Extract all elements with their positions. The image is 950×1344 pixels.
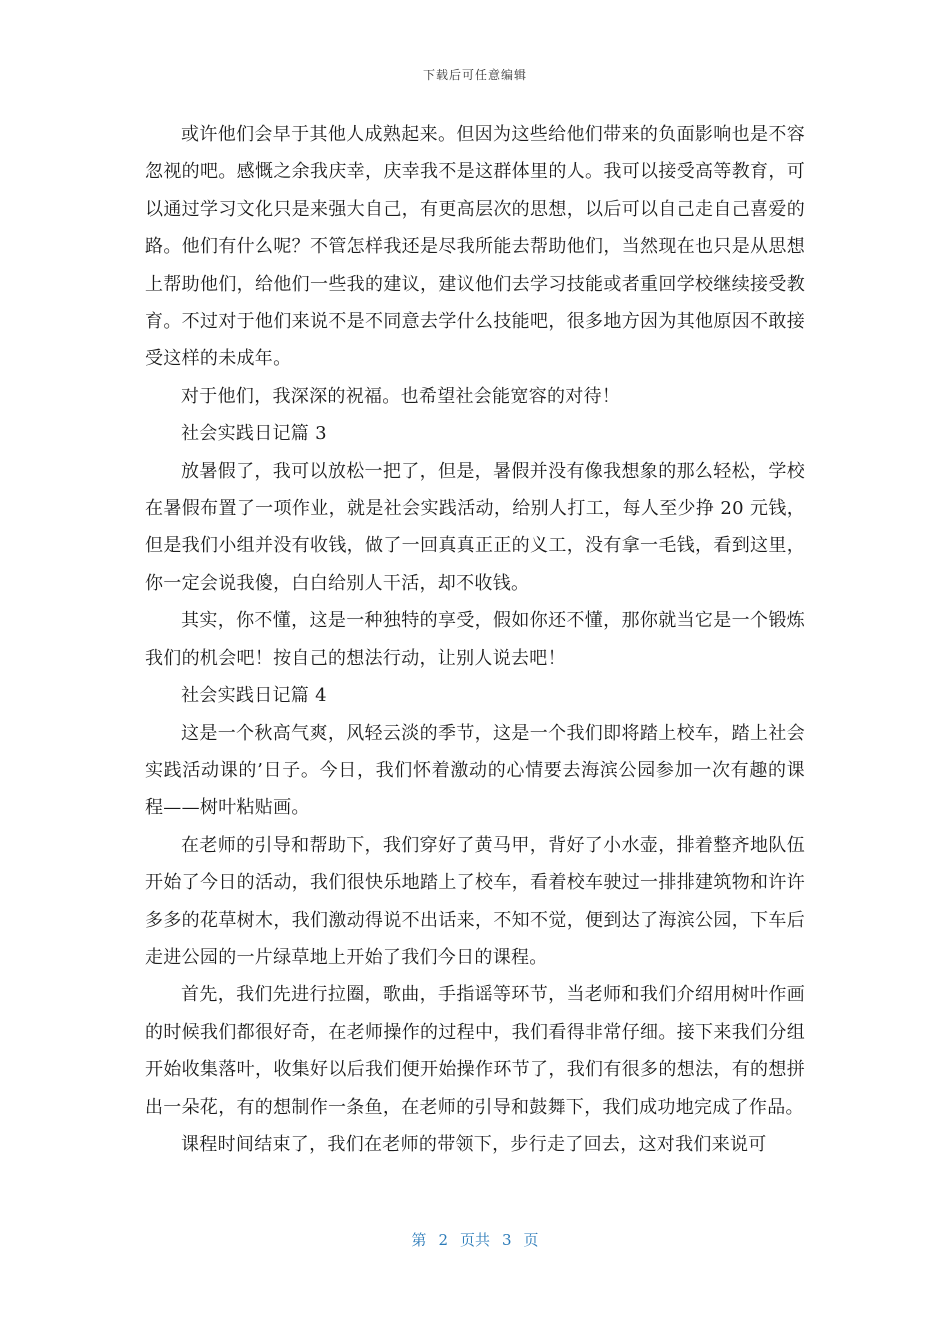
download-note: 下载后可任意编辑 [422,68,527,82]
page-footer [0,1229,950,1250]
paragraph: 首先，我们先进行拉圈，歌曲，手指谣等环节，当老师和我们介绍用树叶作画的时候我们都很好奇，在老师操作的过程中，我们看得非常仔细。接下来我们分组开始收集落叶，收集好以后我们便开始操作环节了，我们有很多的想法，有的想拼出一朵花，有的想制作一条鱼，在老师的引导和鼓舞下，我们成功地完成了作品。 [145,984,805,1118]
section-heading: 社会实践日记篇 3 [181,423,327,445]
footer-middle: 页共 [459,1231,490,1249]
section-heading: 社会实践日记篇 4 [181,685,327,707]
paragraph: 在老师的引导和帮助下，我们穿好了黄马甲，背好了小水壶，排着整齐地队伍开始了今日的活动，我们很快乐地踏上了校车，看着校车驶过一排排建筑物和许许多多的花草树木，我们激动得说不出话来，不知不觉，便到达了海滨公园，下车后走进公园的一片绿草地上开始了我们今日的课程。 [145,834,805,968]
paragraph: 放暑假了，我可以放松一把了，但是，暑假并没有像我想象的那么轻松，学校在暑假布置了一项作业，就是社会实践活动，给别人打工，每人至少挣 20 元钱，但是我们小组并没有收钱，做了一回真真正正的义工，没有拿一毛钱，看到这里，你一定会说我傻，白白给别人干活，却不收钱。 [145,460,805,594]
footer-prefix: 第 [411,1231,427,1249]
paragraph: 这是一个秋高气爽，风轻云淡的季节，这是一个我们即将踏上校车，踏上社会实践活动课的’日子。今日，我们怀着激动的心情要去海滨公园参加一次有趣的课程——树叶粘贴画。 [145,722,805,819]
paragraph: 或许他们会早于其他人成熟起来。但因为这些给他们带来的负面影响也是不容忽视的吧。感慨之余我庆幸，庆幸我不是这群体里的人。我可以接受高等教育，可以通过学习文化只是来强大自己，有更高层次的思想，以后可以自己走自己喜爱的路。他们有什么呢？不管怎样我还是尽我所能去帮助他们，当然现在也只是从思想上帮助他们，给他们一些我的建议，建议他们去学习技能或者重回学校继续接受教育。不过对于他们来说不是不同意去学什么技能吧，很多地方因为其他原因不敢接受这样的未成年。 [145,124,805,370]
document-body [145,116,805,1163]
paragraph: 其实，你不懂，这是一种独特的享受，假如你还不懂，那你就当它是一个锻炼我们的机会吧！按自己的想法行动，让别人说去吧！ [145,610,805,669]
footer-suffix: 页 [523,1231,539,1249]
paragraph: 对于他们，我深深的祝福。也希望社会能宽容的对待！ [181,385,621,407]
current-page-number: 2 [438,1231,448,1249]
paragraph: 课程时间结束了，我们在老师的带领下，步行走了回去，这对我们来说可 [181,1133,767,1155]
total-pages-number: 3 [502,1231,512,1249]
